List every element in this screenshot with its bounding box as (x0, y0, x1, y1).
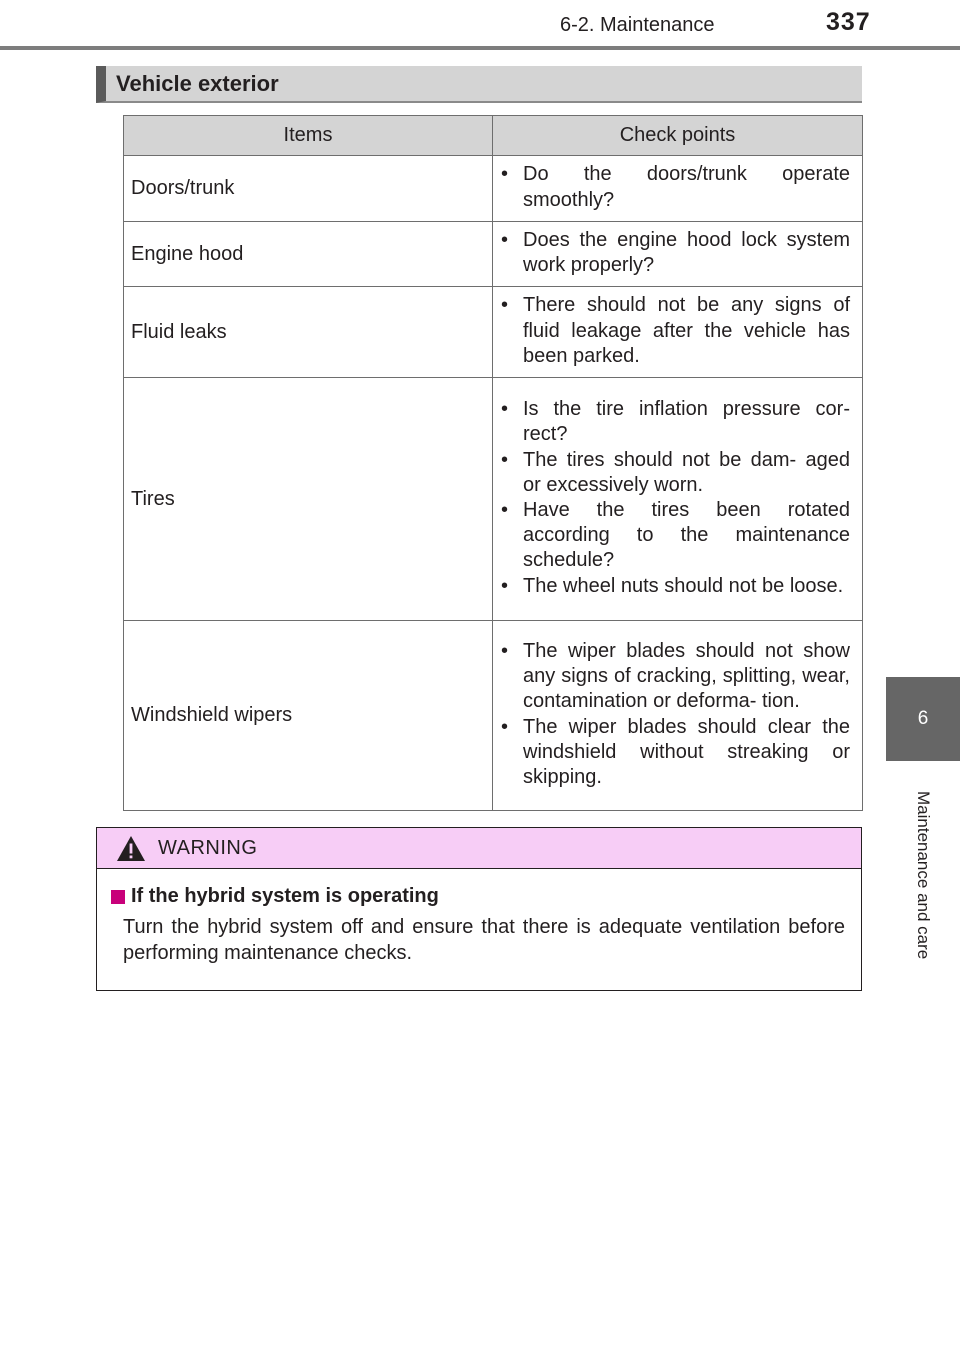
square-bullet-icon (111, 890, 125, 904)
warning-text: Turn the hybrid system off and ensure that there is adequate ventilation before performing maintenance checks. (123, 916, 845, 964)
warning-subtitle (111, 885, 845, 908)
column-header-check-points: Check points (493, 116, 863, 156)
column-header-items: Items (124, 116, 493, 156)
chapter-title: Maintenance and care (914, 790, 933, 960)
warning-body (97, 869, 861, 966)
check-point: • Does the engine hood lock system work properly? (501, 228, 850, 278)
check-points-cell (493, 287, 863, 378)
check-point: • Have the tires been rotated according to the maintenance schedule? (501, 498, 850, 574)
table-row (124, 287, 863, 378)
check-points-table (123, 115, 863, 811)
table-header-row (124, 116, 863, 156)
table-row (124, 156, 863, 222)
check-points-cell (493, 378, 863, 621)
check-points-cell (493, 222, 863, 287)
section-title: Vehicle exterior (96, 66, 862, 103)
chapter-number: 6 (917, 708, 929, 729)
table-row (124, 621, 863, 811)
warning-header (97, 828, 861, 869)
chapter-side-label (903, 770, 943, 980)
warning-title: WARNING (158, 836, 258, 859)
item-cell: Fluid leaks (124, 287, 493, 378)
check-point: • The wiper blades should not show any signs of cracking, splitting, wear, contamination or deforma- tion. (501, 639, 850, 715)
warning-box (96, 827, 862, 991)
header-divider (0, 46, 960, 50)
item-cell: Doors/trunk (124, 156, 493, 222)
check-point: • There should not be any signs of fluid leakage after the vehicle has been parked. (501, 293, 850, 369)
warning-triangle-icon (116, 835, 146, 862)
table-row (124, 378, 863, 621)
check-points-cell (493, 156, 863, 222)
check-point: • Is the tire inflation pressure cor- rect? (501, 397, 850, 447)
chapter-tab (886, 677, 960, 761)
check-point: • The tires should not be dam- aged or excessively worn. (501, 448, 850, 498)
item-cell: Engine hood (124, 222, 493, 287)
running-header-section: 6-2. Maintenance (560, 14, 715, 36)
table-row (124, 222, 863, 287)
check-point: • Do the doors/trunk operate smoothly? (501, 162, 850, 212)
warning-subtitle-text: If the hybrid system is operating (131, 885, 439, 907)
check-points-cell (493, 621, 863, 811)
item-cell: Windshield wipers (124, 621, 493, 811)
check-point: • The wheel nuts should not be loose. (501, 574, 850, 599)
page-number: 337 (826, 8, 871, 36)
item-cell: Tires (124, 378, 493, 621)
check-point: • The wiper blades should clear the windshield without streaking or skipping. (501, 715, 850, 791)
